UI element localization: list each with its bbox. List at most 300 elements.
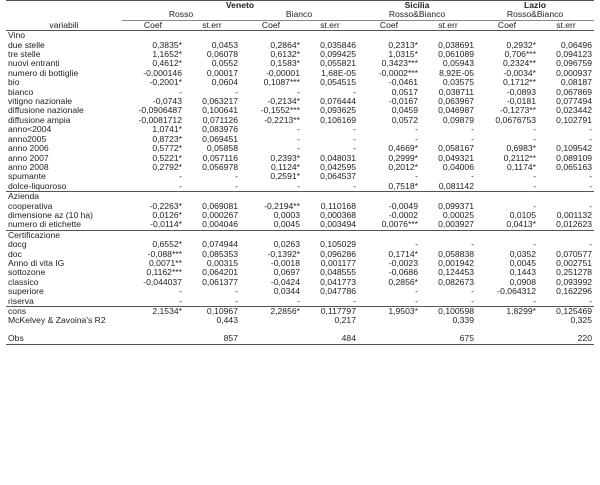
section-header-row: [6, 192, 594, 202]
coef-cell: -: [415, 134, 418, 144]
stderr-cell: 0,064201: [202, 268, 238, 278]
col-label: st.err: [420, 20, 476, 30]
subgroup-veneto-bianco: Bianco: [240, 10, 358, 20]
coef-cell: -: [533, 201, 536, 211]
r2-value: 0,339: [452, 316, 474, 326]
stderr-cell: -: [589, 125, 592, 135]
stderr-cell: -: [353, 125, 356, 135]
coef-cell: 0,1714*: [388, 249, 418, 259]
region-veneto: Veneto: [122, 1, 358, 11]
stderr-cell: 8,92E-05: [439, 68, 474, 78]
stderr-cell: 0,003494: [320, 220, 356, 230]
table-row: [6, 297, 594, 307]
stderr-cell: 0,048555: [320, 268, 356, 278]
section-title: Certificazione: [6, 230, 594, 240]
table-body: [6, 31, 594, 345]
coef-cell: -: [533, 240, 536, 250]
coef-cell: -0,0081712: [138, 115, 182, 125]
coef-cell: 1,0315*: [388, 50, 418, 60]
stderr-cell: 0,001942: [438, 258, 474, 268]
cons-row: [6, 307, 594, 317]
stderr-cell: 0,0453: [211, 40, 238, 50]
coef-cell: -0,2263*: [149, 201, 182, 211]
coef-cell: 0,1443: [509, 268, 536, 278]
coef-cell: 0,4612*: [152, 59, 182, 69]
table-row: [6, 268, 594, 277]
row-label: Anno di vita IG: [8, 258, 65, 268]
table-row: [6, 78, 594, 87]
section-header-row: [6, 230, 594, 240]
stderr-cell: 0,058838: [438, 249, 474, 259]
stderr-cell: 0,001132: [556, 210, 592, 220]
table-row: [6, 250, 594, 259]
stderr-cell: 0,102791: [556, 115, 592, 125]
coef-cell: 0,0459: [391, 106, 418, 116]
stderr-cell: 0,082673: [438, 277, 474, 287]
coef-cell: -0,1273**: [500, 106, 536, 116]
coef-cell: -0,0424: [270, 277, 300, 287]
stderr-cell: 0,06496: [560, 40, 592, 50]
stderr-cell: 0,105029: [320, 240, 356, 250]
coef-cell: 0,1162***: [146, 268, 182, 278]
subgroup-sicilia: Rosso&Bianco: [358, 10, 476, 20]
stderr-cell: -: [471, 125, 474, 135]
stderr-cell: 0,054515: [320, 78, 356, 88]
stderr-cell: 0,099425: [320, 50, 356, 60]
empty-cell: [476, 316, 538, 334]
table-row: [6, 59, 594, 68]
coef-cell: -: [179, 87, 182, 97]
coef-cell: 1,8299*: [476, 307, 538, 317]
row-label: classico: [8, 277, 39, 287]
r2-value: 0,443: [216, 316, 238, 326]
corner-cell: [6, 1, 122, 11]
coef-cell: -0,00001: [266, 68, 300, 78]
coef-cell: -0,0461: [388, 78, 418, 88]
stderr-cell: 0,00025: [442, 210, 474, 220]
empty-cell: [240, 334, 302, 344]
corner-cell-2: [6, 10, 122, 20]
stderr-cell: -: [353, 87, 356, 97]
row-label: numero di bottiglie: [8, 68, 79, 78]
coef-cell: 0,1087***: [263, 78, 300, 88]
obs-row: [6, 334, 594, 344]
coef-cell: -0,0743: [152, 97, 182, 107]
stderr-cell: 0,038711: [438, 87, 474, 97]
stderr-cell: -: [589, 172, 592, 182]
stderr-cell: 0,046987: [438, 106, 474, 116]
stderr-cell: -: [353, 134, 356, 144]
coef-cell: -0,0167: [388, 97, 418, 107]
table-row: [6, 220, 594, 230]
coef-cell: -: [297, 87, 300, 97]
coef-cell: -0,0002: [388, 210, 418, 220]
coef-cell: -0,2213**: [264, 115, 300, 125]
empty-cell: [122, 316, 184, 334]
stderr-cell: 0,035846: [320, 40, 356, 50]
section-title: Vino: [8, 30, 26, 41]
stderr-cell: 0,083976: [202, 125, 238, 135]
coef-cell: -: [297, 181, 300, 191]
stderr-cell: -: [471, 172, 474, 182]
coef-cell: 0,6552*: [152, 240, 182, 250]
table-row: [6, 163, 594, 172]
section-header-row: [6, 31, 594, 41]
stderr-cell: 0,057116: [202, 153, 238, 163]
coef-cell: -: [533, 134, 536, 144]
stderr-cell: -: [471, 287, 474, 297]
stderr-cell: 0,047786: [320, 287, 356, 297]
coef-cell: 0,0263: [273, 240, 300, 250]
table-row: [6, 287, 594, 296]
coef-cell: 0,2999*: [388, 153, 418, 163]
region-header-row: [6, 1, 594, 11]
coef-cell: -: [179, 181, 182, 191]
stderr-cell: 0,125469: [538, 307, 594, 317]
coef-cell: -0,000146: [143, 68, 182, 78]
stderr-cell: 0,002751: [556, 258, 592, 268]
empty-cell: [122, 334, 184, 344]
coef-cell: -: [533, 125, 536, 135]
row-label: due stelle: [8, 40, 45, 50]
stderr-cell: 0,00017: [206, 68, 238, 78]
stderr-cell: -: [235, 87, 238, 97]
stderr-cell: -: [235, 172, 238, 182]
coef-cell: 0,2112**: [503, 153, 536, 163]
coef-cell: -: [415, 172, 418, 182]
coef-cell: -0,0114*: [150, 220, 182, 230]
stderr-cell: 0,069451: [202, 134, 238, 144]
stderr-cell: -: [353, 144, 356, 154]
row-label: diffusione nazionale: [8, 106, 84, 116]
stderr-cell: -: [235, 287, 238, 297]
stderr-cell: -: [471, 134, 474, 144]
row-label: dolce-liquoroso: [8, 181, 67, 191]
stderr-cell: 0,109542: [556, 144, 592, 154]
stderr-cell: 0,099371: [438, 201, 474, 211]
stderr-cell: 0,001177: [320, 258, 356, 268]
stderr-cell: 0,070577: [556, 249, 592, 259]
stderr-cell: -: [471, 240, 474, 250]
coef-cell: -: [297, 144, 300, 154]
coef-cell: -0,044037: [143, 277, 182, 287]
stderr-cell: 0,048031: [320, 153, 356, 163]
stderr-cell: 0,117797: [302, 307, 358, 317]
col-label: st.err: [184, 20, 240, 30]
coef-cell: 0,5772*: [152, 144, 182, 154]
obs-value: 675: [420, 334, 476, 344]
coef-cell: 0,0045: [509, 258, 536, 268]
coef-cell: -0,0181: [506, 97, 536, 107]
row-label: nuovi entranti: [8, 59, 60, 69]
coef-cell: -: [297, 296, 300, 306]
stderr-cell: -: [353, 181, 356, 191]
stderr-cell: -: [471, 296, 474, 306]
col-label: Coef: [358, 20, 420, 30]
stderr-cell: 0,000267: [202, 210, 238, 220]
coef-cell: -0,0686: [388, 268, 418, 278]
stderr-cell: 0,081142: [438, 181, 474, 191]
coef-cell: 0,8723*: [152, 134, 182, 144]
stderr-cell: 0,162296: [556, 287, 592, 297]
coef-cell: -0,2001*: [149, 78, 182, 88]
col-label: Coef: [240, 20, 302, 30]
coef-cell: 0,0352: [509, 249, 536, 259]
coef-cell: -0,0002***: [378, 68, 418, 78]
coef-cell: 2,2856*: [240, 307, 302, 317]
row-label: anno 2007: [8, 153, 49, 163]
stderr-cell: 0,093625: [320, 106, 356, 116]
table-row: [6, 144, 594, 153]
table-row: [6, 182, 594, 192]
table-row: [6, 172, 594, 181]
column-label-row: [6, 20, 594, 30]
stderr-cell: 0,03575: [442, 78, 474, 88]
coef-cell: -0,064312: [497, 287, 536, 297]
stderr-cell: 0,05858: [206, 144, 238, 154]
stderr-cell: 0,096286: [320, 249, 356, 259]
stderr-cell: 0,058167: [438, 144, 474, 154]
coef-cell: 0,0126*: [152, 210, 182, 220]
row-label: cons: [6, 307, 122, 317]
table-row: [6, 202, 594, 211]
coef-cell: 0,0572: [391, 115, 418, 125]
coef-cell: 0,0344: [273, 287, 300, 297]
stderr-cell: 0,096759: [556, 59, 592, 69]
stderr-cell: 0,110168: [320, 201, 356, 211]
stderr-cell: 0,069081: [202, 201, 238, 211]
stderr-cell: -: [235, 296, 238, 306]
coef-cell: 1,0741*: [152, 125, 182, 135]
coef-cell: 0,0517: [391, 87, 418, 97]
stderr-cell: 0,09879: [442, 115, 474, 125]
coef-cell: -: [533, 172, 536, 182]
coef-cell: 0,4669*: [388, 144, 418, 154]
stderr-cell: 0,067869: [556, 87, 592, 97]
coef-cell: 0,1174*: [507, 162, 536, 172]
coef-cell: 0,0413*: [506, 220, 536, 230]
coef-cell: 0,0076***: [381, 220, 418, 230]
table-row: [6, 240, 594, 249]
coef-cell: 0,706***: [504, 50, 536, 60]
coef-cell: -0,0018: [270, 258, 300, 268]
table-row: [6, 116, 594, 125]
stderr-cell: -: [235, 181, 238, 191]
obs-value: 857: [184, 334, 240, 344]
row-label: anno 2006: [8, 144, 49, 154]
col-label: st.err: [538, 20, 594, 30]
stderr-cell: 0,076444: [320, 97, 356, 107]
empty-cell: [476, 334, 538, 344]
coef-cell: -: [533, 181, 536, 191]
row-label: anno<2004: [8, 125, 52, 135]
row-label: Obs: [6, 334, 122, 344]
table-row: [6, 135, 594, 144]
row-label: cooperativa: [8, 201, 53, 211]
stderr-cell: 0,094123: [556, 50, 592, 60]
coef-cell: 0,6132*: [270, 50, 300, 60]
row-label: McKelvey & Zavoina's R2: [8, 316, 106, 326]
stderr-cell: 0,08187: [560, 78, 592, 88]
table-header: [6, 1, 594, 31]
stderr-cell: 0,074944: [202, 240, 238, 250]
section-title: Azienda: [6, 192, 594, 202]
stderr-cell: 0,06078: [206, 50, 238, 60]
coef-cell: 0,2864*: [270, 40, 300, 50]
table-row: [6, 88, 594, 97]
stderr-cell: 0,0552: [211, 59, 238, 69]
coef-cell: -: [415, 125, 418, 135]
coef-cell: 0,5221*: [152, 153, 182, 163]
coef-cell: 0,2012*: [388, 162, 418, 172]
stderr-cell: 0,100598: [420, 307, 476, 317]
stderr-cell: 0,000368: [320, 210, 356, 220]
stderr-cell: 0,012623: [556, 220, 592, 230]
stderr-cell: 0,023442: [556, 106, 592, 116]
coef-cell: -0,0034*: [503, 68, 536, 78]
col-label: Coef: [476, 20, 538, 30]
row-label: doc: [8, 249, 22, 259]
empty-cell: [358, 316, 420, 334]
table-row: [6, 278, 594, 287]
row-label: diffusione ampia: [8, 115, 71, 125]
coef-cell: 0,6983*: [506, 144, 536, 154]
stderr-cell: 0,089109: [556, 153, 592, 163]
stderr-cell: 0,05943: [442, 59, 474, 69]
coef-cell: -0,1552***: [260, 106, 300, 116]
table-row: [6, 211, 594, 220]
col-label: Coef: [122, 20, 184, 30]
coef-cell: 0,1124*: [271, 162, 300, 172]
stderr-cell: -: [589, 134, 592, 144]
subgroup-veneto-rosso: Rosso: [122, 10, 240, 20]
coef-cell: 0,2856*: [388, 277, 418, 287]
table-row: [6, 154, 594, 163]
stderr-cell: 0,04006: [442, 162, 474, 172]
coef-cell: -: [179, 172, 182, 182]
region-lazio: Lazio: [476, 1, 594, 11]
stderr-cell: 0,10967: [184, 307, 240, 317]
coef-cell: 2,1534*: [122, 307, 184, 317]
stderr-cell: -: [589, 201, 592, 211]
coef-cell: 1,9503*: [358, 307, 420, 317]
coef-cell: -: [415, 287, 418, 297]
coef-cell: -0,0049: [388, 201, 418, 211]
coef-cell: -: [179, 296, 182, 306]
table-row: [6, 125, 594, 134]
row-label: superiore: [8, 287, 44, 297]
stderr-cell: 0,061377: [202, 277, 238, 287]
r2-value: 0,217: [334, 316, 356, 326]
coef-cell: -0,2194**: [264, 201, 300, 211]
stderr-cell: 0,106169: [320, 115, 356, 125]
coef-cell: 0,2792*: [152, 162, 182, 172]
coef-cell: 0,2591*: [270, 172, 300, 182]
stderr-cell: 0,085353: [202, 249, 238, 259]
coef-cell: 0,0908: [509, 277, 536, 287]
stderr-cell: -: [353, 296, 356, 306]
row-label: anno 2008: [8, 162, 49, 172]
row-label: tre stelle: [8, 50, 41, 60]
stderr-cell: 0,064537: [320, 172, 356, 182]
coef-cell: -0,0893: [506, 87, 536, 97]
stderr-cell: 0,071126: [202, 115, 238, 125]
row-label: anno2005: [8, 134, 47, 144]
stderr-cell: -: [589, 240, 592, 250]
coef-cell: 0,2313*: [388, 40, 418, 50]
table-row: [6, 259, 594, 268]
coef-cell: 0,2324**: [503, 59, 536, 69]
subgroup-header-row: [6, 10, 594, 20]
coef-cell: 0,3423***: [381, 59, 418, 69]
stderr-cell: 0,041773: [320, 277, 356, 287]
stderr-cell: 0,003927: [438, 220, 474, 230]
coef-cell: 1,1652*: [152, 50, 182, 60]
empty-cell: [358, 334, 420, 344]
stderr-cell: 0,063217: [202, 97, 238, 107]
table-row: [6, 97, 594, 106]
stderr-cell: 0,063967: [438, 97, 474, 107]
stderr-cell: 0,038691: [438, 40, 474, 50]
region-sicilia: Sicilia: [358, 1, 476, 11]
stderr-cell: 0,093992: [556, 277, 592, 287]
stderr-cell: 1,68E-05: [321, 68, 356, 78]
row-label: bianco: [8, 87, 34, 97]
coef-cell: -: [415, 296, 418, 306]
stderr-cell: 0,061089: [438, 50, 474, 60]
obs-value: 484: [302, 334, 358, 344]
coef-cell: -0,0906487: [138, 106, 182, 116]
coef-cell: 0,2393*: [270, 153, 300, 163]
table-row: [6, 41, 594, 50]
coef-cell: 0,7518*: [388, 181, 418, 191]
coef-cell: -: [297, 134, 300, 144]
coef-cell: 0,2932*: [506, 40, 536, 50]
row-label: spumante: [8, 172, 46, 182]
stderr-cell: 0,004046: [202, 220, 238, 230]
coef-cell: 0,1712**: [503, 78, 536, 88]
table-row: [6, 69, 594, 78]
stderr-cell: -: [589, 181, 592, 191]
row-label: numero di etichette: [8, 220, 82, 230]
subgroup-lazio: Rosso&Bianco: [476, 10, 594, 20]
coef-cell: 0,3835*: [152, 40, 182, 50]
stderr-cell: 0,055821: [320, 59, 356, 69]
coef-cell: -: [297, 125, 300, 135]
coef-cell: -: [533, 296, 536, 306]
stderr-cell: 0,065163: [556, 162, 592, 172]
stderr-cell: 0,124453: [438, 268, 474, 278]
stderr-cell: 0,251278: [556, 268, 592, 278]
table-row: [6, 106, 594, 115]
stderr-cell: 0,00315: [206, 258, 238, 268]
stderr-cell: 0,000937: [556, 68, 592, 78]
stderr-cell: 0,0604: [211, 78, 238, 88]
row-label: dimensione az (10 ha): [8, 210, 94, 220]
r2-row: [6, 316, 594, 334]
row-label: sottozone: [8, 268, 46, 278]
row-label: riserva: [8, 296, 34, 306]
stderr-cell: 0,049321: [438, 153, 474, 163]
r2-value: 0,325: [570, 316, 592, 326]
regression-table: [6, 0, 594, 345]
stderr-cell: 0,077494: [556, 97, 592, 107]
coef-cell: -0,0023: [388, 258, 418, 268]
coef-cell: 0,0003: [273, 210, 300, 220]
row-label-header: variabili: [6, 20, 122, 30]
row-label: bio: [8, 78, 20, 88]
coef-cell: -: [179, 287, 182, 297]
